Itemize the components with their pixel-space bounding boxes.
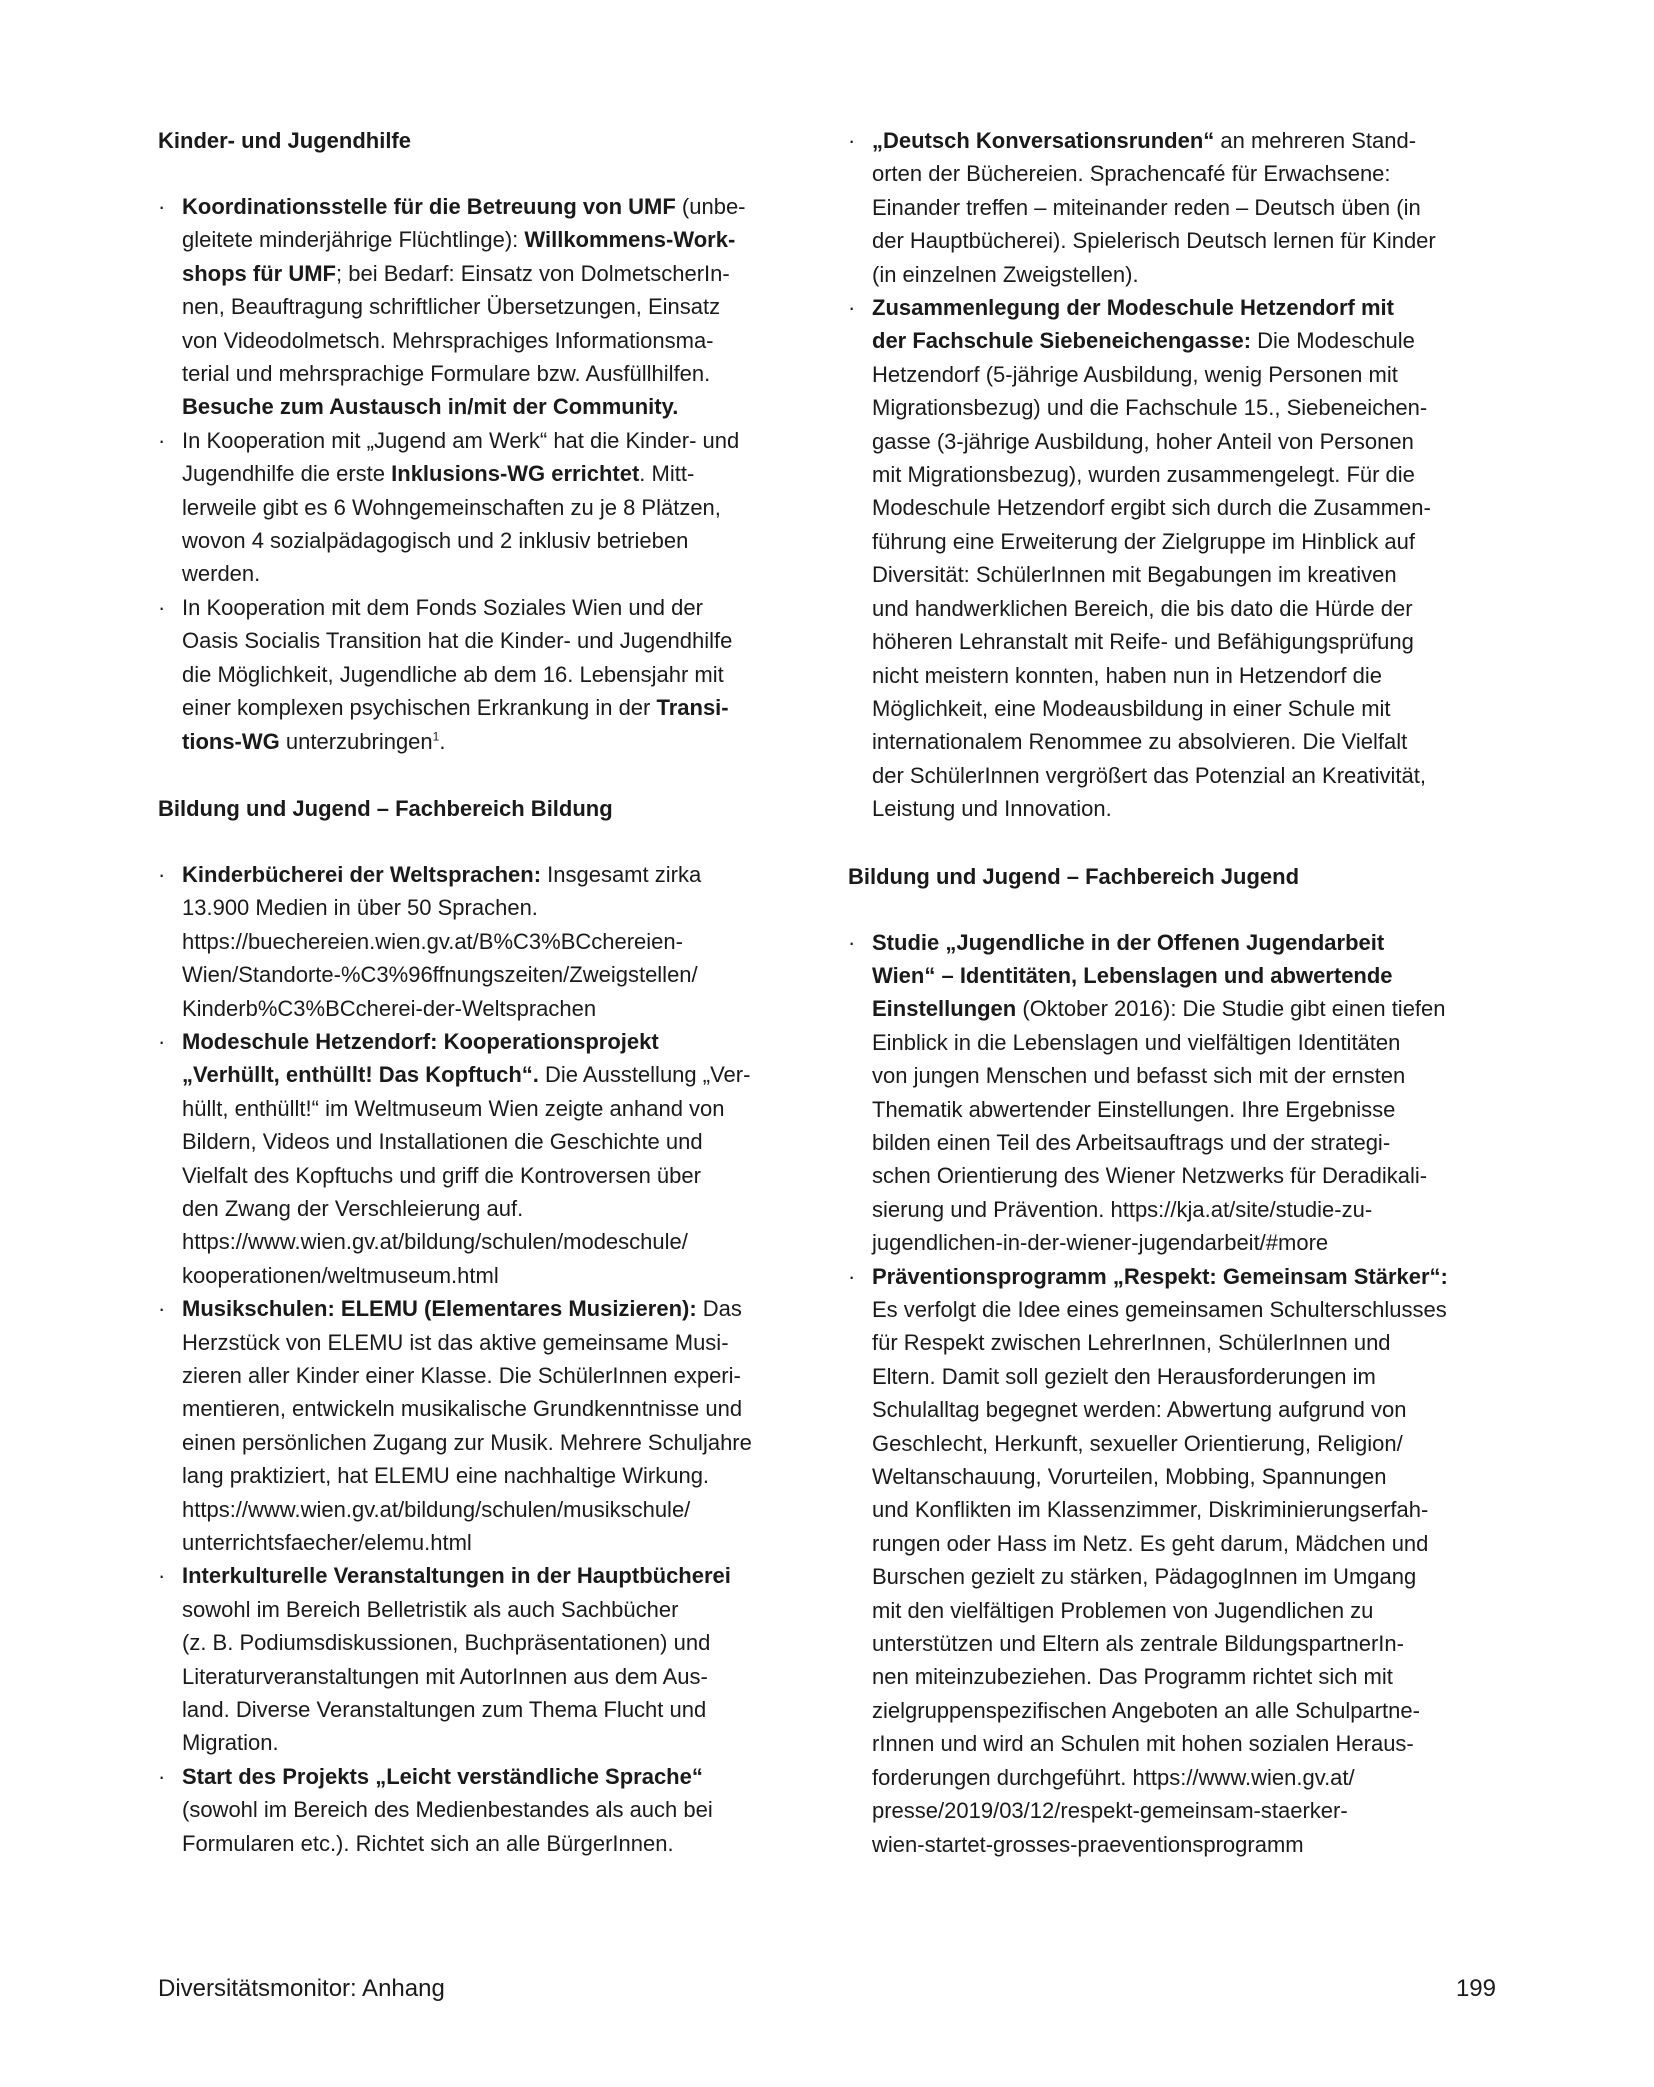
bullet-list (848, 926, 1508, 1861)
bullet-icon: · (158, 1028, 166, 1054)
list-item-text: Präventionsprogramm „Respekt: Gemeinsam Stärker“: Es verfolgt die Idee eines gemeinsamen Schulterschlusses für Respekt zwischen LehrerInnen, SchülerInnen und Eltern. Damit soll gezielt den Herausforderungen im Schulalltag begegnet werden: Abwertung aufgrund von Geschlecht, Herkunft, sexueller Orientierung, Religion/ Weltanschauung, Vorurteilen, Mobbing, Spannungen und Konflikten im Klassenzimmer, Diskriminierungserfah- rungen oder Hass im Netz. Es geht darum, Mädchen und Burschen gezielt zu stärken, PädagogInnen im Umgang mit den vielfältigen Problemen von Jugendlichen zu unterstützen und Eltern als zentrale BildungspartnerIn- nen miteinzubeziehen. Das Programm richtet sich mit zielgruppenspezifischen Angeboten an alle Schulpartne- rInnen und wird an Schulen mit hohen sozialen Heraus- forderungen durchgeführt. https://www.wien.gv.at/ presse/2019/03/12/respekt-gemeinsam-staerker- wien-startet-grosses-praeventionsprogramm (872, 1263, 1448, 1857)
bullet-list (848, 124, 1508, 826)
bullet-icon: · (158, 194, 166, 219)
list-item (158, 424, 818, 591)
list-item (848, 926, 1508, 1260)
bullet-icon: · (158, 1563, 166, 1589)
list-item (158, 858, 818, 1025)
bullet-icon: · (848, 295, 856, 321)
footer-title: Diversitätsmonitor: Anhang (158, 1975, 445, 2002)
list-item (158, 1025, 818, 1292)
list-item-text: Koordinationsstelle für die Betreuung von UMF (unbe- gleitete minderjährige Flüchtlinge): Willkommens-Work- shops für UMF; bei Bedarf: Einsatz von DolmetscherIn- nen, Beauftragung schriftlicher Übersetzungen, Einsatz von Videodolmetsch. Mehrsprachiges Informationsma- terial und mehrsprachige Formulare bzw. Ausfüllhilfen. Besuche zum Austausch in/mit der Community. (182, 194, 746, 420)
bullet-icon: · (158, 1296, 166, 1322)
list-item-text: Zusammenlegung der Modeschule Hetzendorf mit der Fachschule Siebeneichengasse: Die Modeschule Hetzendorf (5-jährige Ausbildung, wenig Personen mit Migrationsbezug) und die Fachschule 15., Siebeneichen- gasse (3-jährige Ausbildung, hoher Anteil von Personen mit Migrationsbezug), wurden zusammengelegt. Für die Modeschule Hetzendorf ergibt sich durch die Zusammen- führung eine Erweiterung der Zielgruppe im Hinblick auf Diversität: SchülerInnen mit Begabungen im kreativen und handwerklichen Bereich, die bis dato die Hürde der höheren Lehranstalt mit Reife- und Befähigungsprüfung nicht meistern konnten, haben nun in Hetzendorf die Möglichkeit, eine Modeausbildung in einer Schule mit internationalem Renommee zu absolvieren. Die Vielfalt der SchülerInnen vergrößert das Potenzial an Kreativität, Leistung und Innovation. (872, 295, 1431, 822)
section-heading-fachbereich-bildung: Bildung und Jugend – Fachbereich Bildung (158, 795, 613, 821)
list-item (848, 1260, 1508, 1861)
list-item (158, 1760, 818, 1860)
bullet-icon: · (848, 128, 856, 153)
list-item (848, 291, 1508, 826)
bullet-icon: · (848, 929, 856, 955)
list-item-text: Musikschulen: ELEMU (Elementares Musizieren): Das Herzstück von ELEMU ist das aktive gemeinsame Musi- zieren aller Kinder einer Klasse. Die SchülerInnen experi- mentieren, entwickeln musikalische Grundkenntnisse und einen persönlichen Zugang zur Musik. Mehrere Schuljahre lang praktiziert, hat ELEMU eine nachhaltige Wirkung. https://www.wien.gv.at/bildung/schulen/musikschule/ unterrichtsfaecher/elemu.html (182, 1296, 752, 1556)
bullet-icon: · (158, 594, 166, 620)
list-item-text: Start des Projekts „Leicht verständliche Sprache“ (sowohl im Bereich des Medienbestandes als auch bei Formularen etc.). Richtet sich an alle BürgerInnen. (182, 1763, 713, 1856)
bullet-icon: · (158, 861, 166, 887)
bullet-list (158, 858, 818, 1860)
list-item-text: Modeschule Hetzendorf: Kooperationsprojekt „Verhüllt, enthüllt! Das Kopftuch“. Die Ausstellung „Ver- hüllt, enthüllt!“ im Weltmuseum Wien zeigte anhand von Bildern, Videos und Installationen die Geschichte und Vielfalt des Kopftuchs und griff die Kontroversen über den Zwang der Verschleierung auf. https://www.wien.gv.at/bildung/schulen/modeschule/ kooperationen/weltmuseum.html (182, 1028, 751, 1288)
bullet-icon: · (158, 1763, 166, 1789)
bullet-icon: · (158, 427, 166, 453)
list-item (158, 591, 818, 758)
list-item-text: In Kooperation mit „Jugend am Werk“ hat die Kinder- und Jugendhilfe die erste Inklusions-WG errichtet. Mitt- lerweile gibt es 6 Wohngemeinschaften zu je 8 Plätzen, wovon 4 sozialpädagogisch und 2 inklusiv betrieben werden. (182, 427, 740, 587)
list-item-text: „Deutsch Konversationsrunden“ an mehreren Stand- orten der Büchereien. Sprachencafé für Erwachsene: Einander treffen – miteinander reden – Deutsch üben (in der Hauptbücherei). Spielerisch Deutsch lernen für Kinder (in einzelnen Zweigstellen). (872, 128, 1436, 287)
right-column (848, 124, 1508, 1861)
list-item-text: Kinderbücherei der Weltsprachen: Insgesamt zirka 13.900 Medien in über 50 Sprachen. https://buechereien.wien.gv.at/B%C3%BCchereien- Wien/Standorte-%C3%96ffnungszeiten/Zweigstellen/ Kinderb%C3%BCcherei-der-Weltsprachen (182, 861, 702, 1021)
list-item-text: Studie „Jugendliche in der Offenen Jugendarbeit Wien“ – Identitäten, Lebenslagen und abwertende Einstellungen (Oktober 2016): Die Studie gibt einen tiefen Einblick in die Lebenslagen und vielfältigen Identitäten von jungen Menschen und befasst sich mit der ernsten Thematik abwertender Einstellungen. Ihre Ergebnisse bilden einen Teil des Arbeitsauftrags und der strategi- schen Orientierung des Wiener Netzwerks für Deradikali- sierung und Prävention. https://kja.at/site/studie-zu- jugendlichen-in-der-wiener-jugendarbeit/#more (872, 929, 1446, 1256)
list-item-text: Interkulturelle Veranstaltungen in der Hauptbücherei sowohl im Bereich Belletristik als auch Sachbücher (z. B. Podiumsdiskussionen, Buchpräsentationen) und Literaturveranstaltungen mit AutorInnen aus dem Aus- land. Diverse Veranstaltungen zum Thema Flucht und Migration. (182, 1563, 731, 1756)
list-item-text: In Kooperation mit dem Fonds Soziales Wien und der Oasis Socialis Transition hat die Kinder- und Jugendhilfe die Möglichkeit, Jugendliche ab dem 16. Lebensjahr mit einer komplexen psychischen Erkrankung in der Transi- tions-WG unterzubringen$^1$. (182, 594, 733, 754)
list-item (158, 1559, 818, 1759)
left-column (158, 124, 818, 1860)
list-item (158, 190, 818, 424)
bullet-list (158, 190, 818, 758)
bullet-icon: · (848, 1263, 856, 1289)
section-heading-fachbereich-jugend: Bildung und Jugend – Fachbereich Jugend (848, 863, 1300, 889)
footnote-marker: 1 (432, 729, 440, 744)
list-item (158, 1292, 818, 1559)
list-item (848, 124, 1508, 291)
section-heading-kinder-jugendhilfe: Kinder- und Jugendhilfe (158, 128, 411, 153)
page-number: 199 (1455, 1975, 1496, 2002)
